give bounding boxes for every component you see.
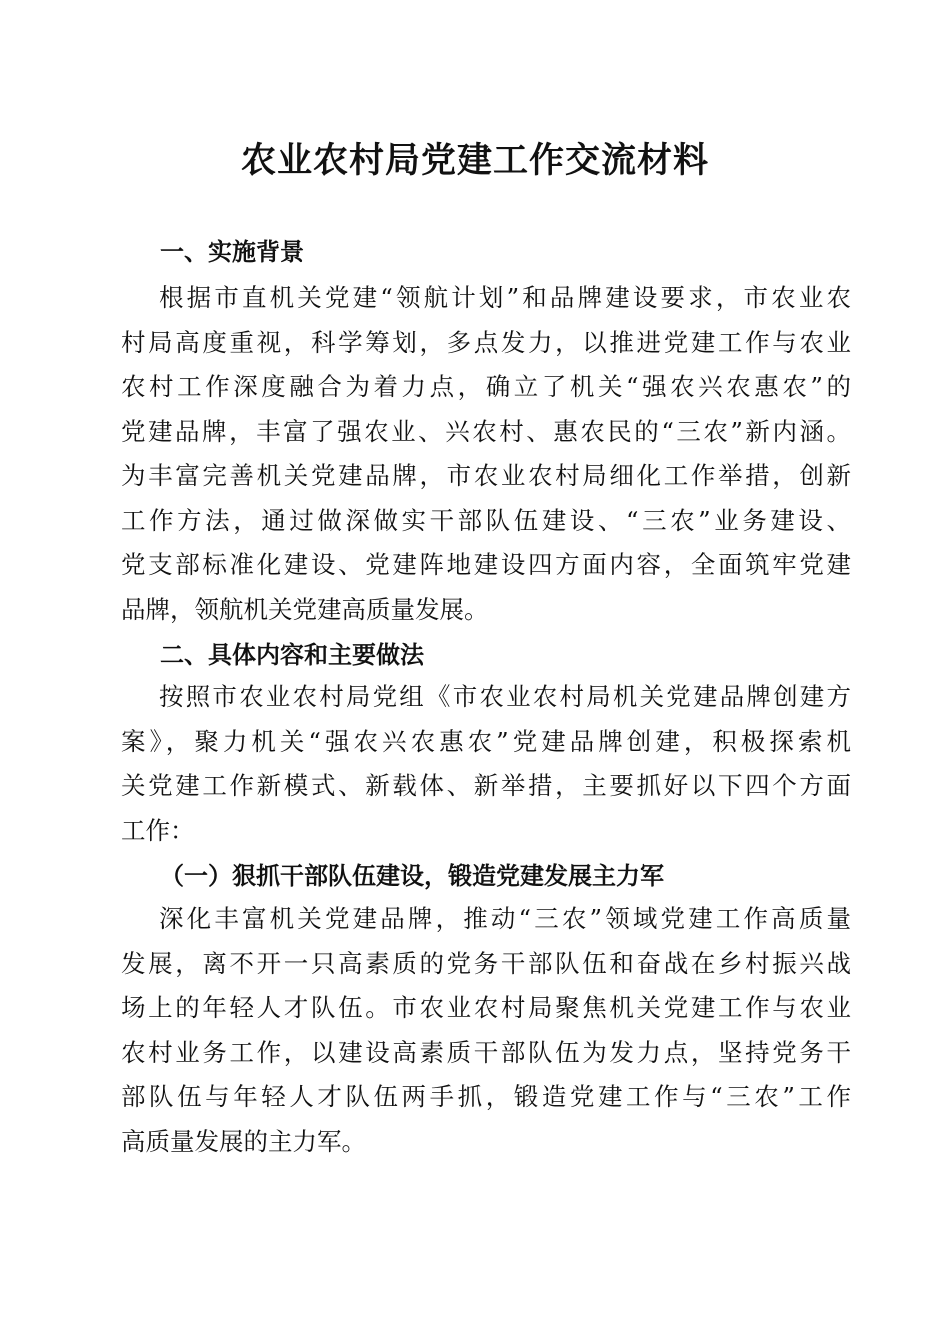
document-title: 农业农村局党建工作交流材料 xyxy=(240,140,709,181)
text-line: 党建品牌，丰富了强农业、兴农村、惠农民的“三农”新内涵。 xyxy=(121,416,851,446)
text-line: 按照市农业农村局党组《市农业农村局机关党建品牌创建方 xyxy=(159,682,851,711)
text-line: 发展，离不开一只高素质的党务干部队伍和奋战在乡村振兴战 xyxy=(121,948,851,978)
paragraph-cadre xyxy=(121,897,851,1164)
text-line: 根据市直机关党建“领航计划”和品牌建设要求，市农业农 xyxy=(159,283,851,312)
text-line: 品牌，领航机关党建高质量发展。 xyxy=(121,594,489,624)
text-line: 农村工作深度融合为着力点，确立了机关“强农兴农惠农”的 xyxy=(121,372,851,401)
text-line: 村局高度重视，科学筹划，多点发力，以推进党建工作与农业 xyxy=(121,327,851,357)
text-line: 场上的年轻人才队伍。市农业农村局聚焦机关党建工作与农业 xyxy=(121,993,851,1022)
text-line: 部队伍与年轻人才队伍两手抓，锻造党建工作与“三农”工作 xyxy=(121,1082,851,1111)
text-line: 案》，聚力机关“强农兴农惠农”党建品牌创建，积极探索机 xyxy=(121,726,851,756)
text-line: 党支部标准化建设、党建阵地建设四方面内容，全面筑牢党建 xyxy=(121,550,851,579)
text-line: 工作： xyxy=(121,815,195,845)
text-line: 农村业务工作，以建设高素质干部队伍为发力点，坚持党务干 xyxy=(121,1037,851,1067)
section-heading-background: 一、实施背景 xyxy=(160,238,304,266)
subsection-heading-cadre: （一）狠抓干部队伍建设，锻造党建发展主力军 xyxy=(160,861,664,890)
paragraph-background xyxy=(121,276,851,632)
text-line: 关党建工作新模式、新载体、新举措，主要抓好以下四个方面 xyxy=(121,771,851,800)
paragraph-practices-intro xyxy=(121,675,851,853)
text-line: 为丰富完善机关党建品牌，市农业农村局细化工作举措，创新 xyxy=(121,461,851,490)
section-heading-practices: 二、具体内容和主要做法 xyxy=(160,641,424,669)
text-line: 工作方法，通过做深做实干部队伍建设、“三农”业务建设、 xyxy=(121,505,851,535)
text-line: 高质量发展的主力军。 xyxy=(121,1126,366,1156)
text-line: 深化丰富机关党建品牌，推动“三农”领域党建工作高质量 xyxy=(159,904,851,933)
